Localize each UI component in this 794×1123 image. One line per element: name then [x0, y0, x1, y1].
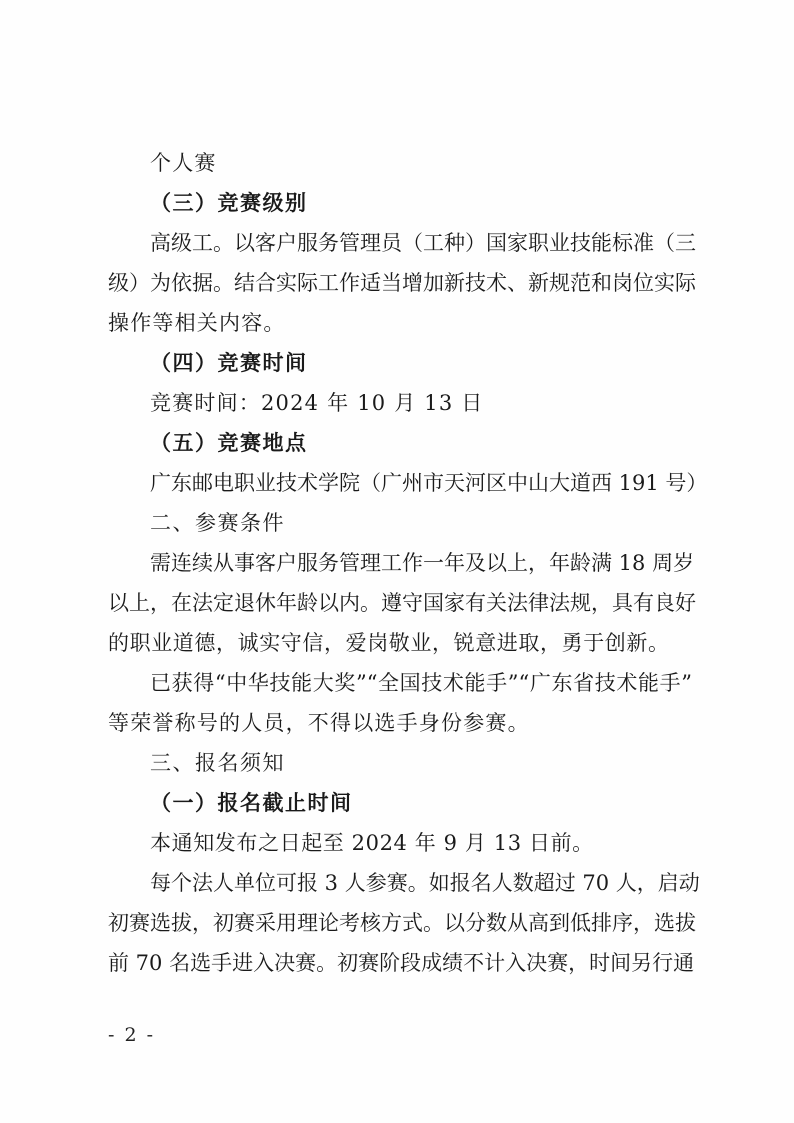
- paragraph-line: 初赛选拔，初赛采用理论考核方式。以分数从高到低排序，选拔: [108, 911, 696, 935]
- paragraph-line: 已获得“中华技能大奖”“全国技术能手”“广东省技术能手”: [150, 671, 692, 695]
- deadline-text: 本通知发布之日起至 2024 年 9 月 13 日前。: [150, 831, 594, 855]
- paragraph-line: 级）为依据。结合实际工作适当增加新技术、新规范和岗位实际: [108, 271, 696, 295]
- paragraph-line: 以上，在法定退休年龄以内。遵守国家有关法律法规，具有良好: [108, 591, 696, 615]
- paragraph-line: 等荣誉称号的人员，不得以选手身份参赛。: [108, 711, 530, 735]
- paragraph-line: 需连续从事客户服务管理工作一年及以上，年龄满 18 周岁: [150, 551, 695, 575]
- competition-type-text: 个人赛: [150, 151, 217, 175]
- page-number: - 2 -: [108, 1024, 156, 1046]
- section-heading-eligibility: 二、参赛条件: [150, 511, 285, 535]
- paragraph-line: 操作等相关内容。: [108, 311, 286, 335]
- section-heading-time: （四）竞赛时间: [150, 350, 308, 375]
- paragraph-line: 每个法人单位可报 3 人参赛。如报名人数超过 70 人，启动: [150, 871, 700, 895]
- paragraph-line: 的职业道德，诚实守信，爱岗敬业，锐意进取，勇于创新。: [108, 631, 670, 655]
- competition-location-text: 广东邮电职业技术学院（广州市天河区中山大道西 191 号）: [150, 471, 708, 495]
- paragraph-line: 高级工。以客户服务管理员（工种）国家职业技能标准（三: [150, 231, 696, 255]
- section-heading-level: （三）竞赛级别: [150, 190, 308, 215]
- section-heading-registration: 三、报名须知: [150, 751, 285, 775]
- section-heading-deadline: （一）报名截止时间: [150, 790, 353, 815]
- competition-time-text: 竞赛时间：2024 年 10 月 13 日: [150, 391, 484, 415]
- paragraph-line: 前 70 名选手进入决赛。初赛阶段成绩不计入决赛，时间另行通: [108, 951, 695, 975]
- section-heading-location: （五）竞赛地点: [150, 430, 308, 455]
